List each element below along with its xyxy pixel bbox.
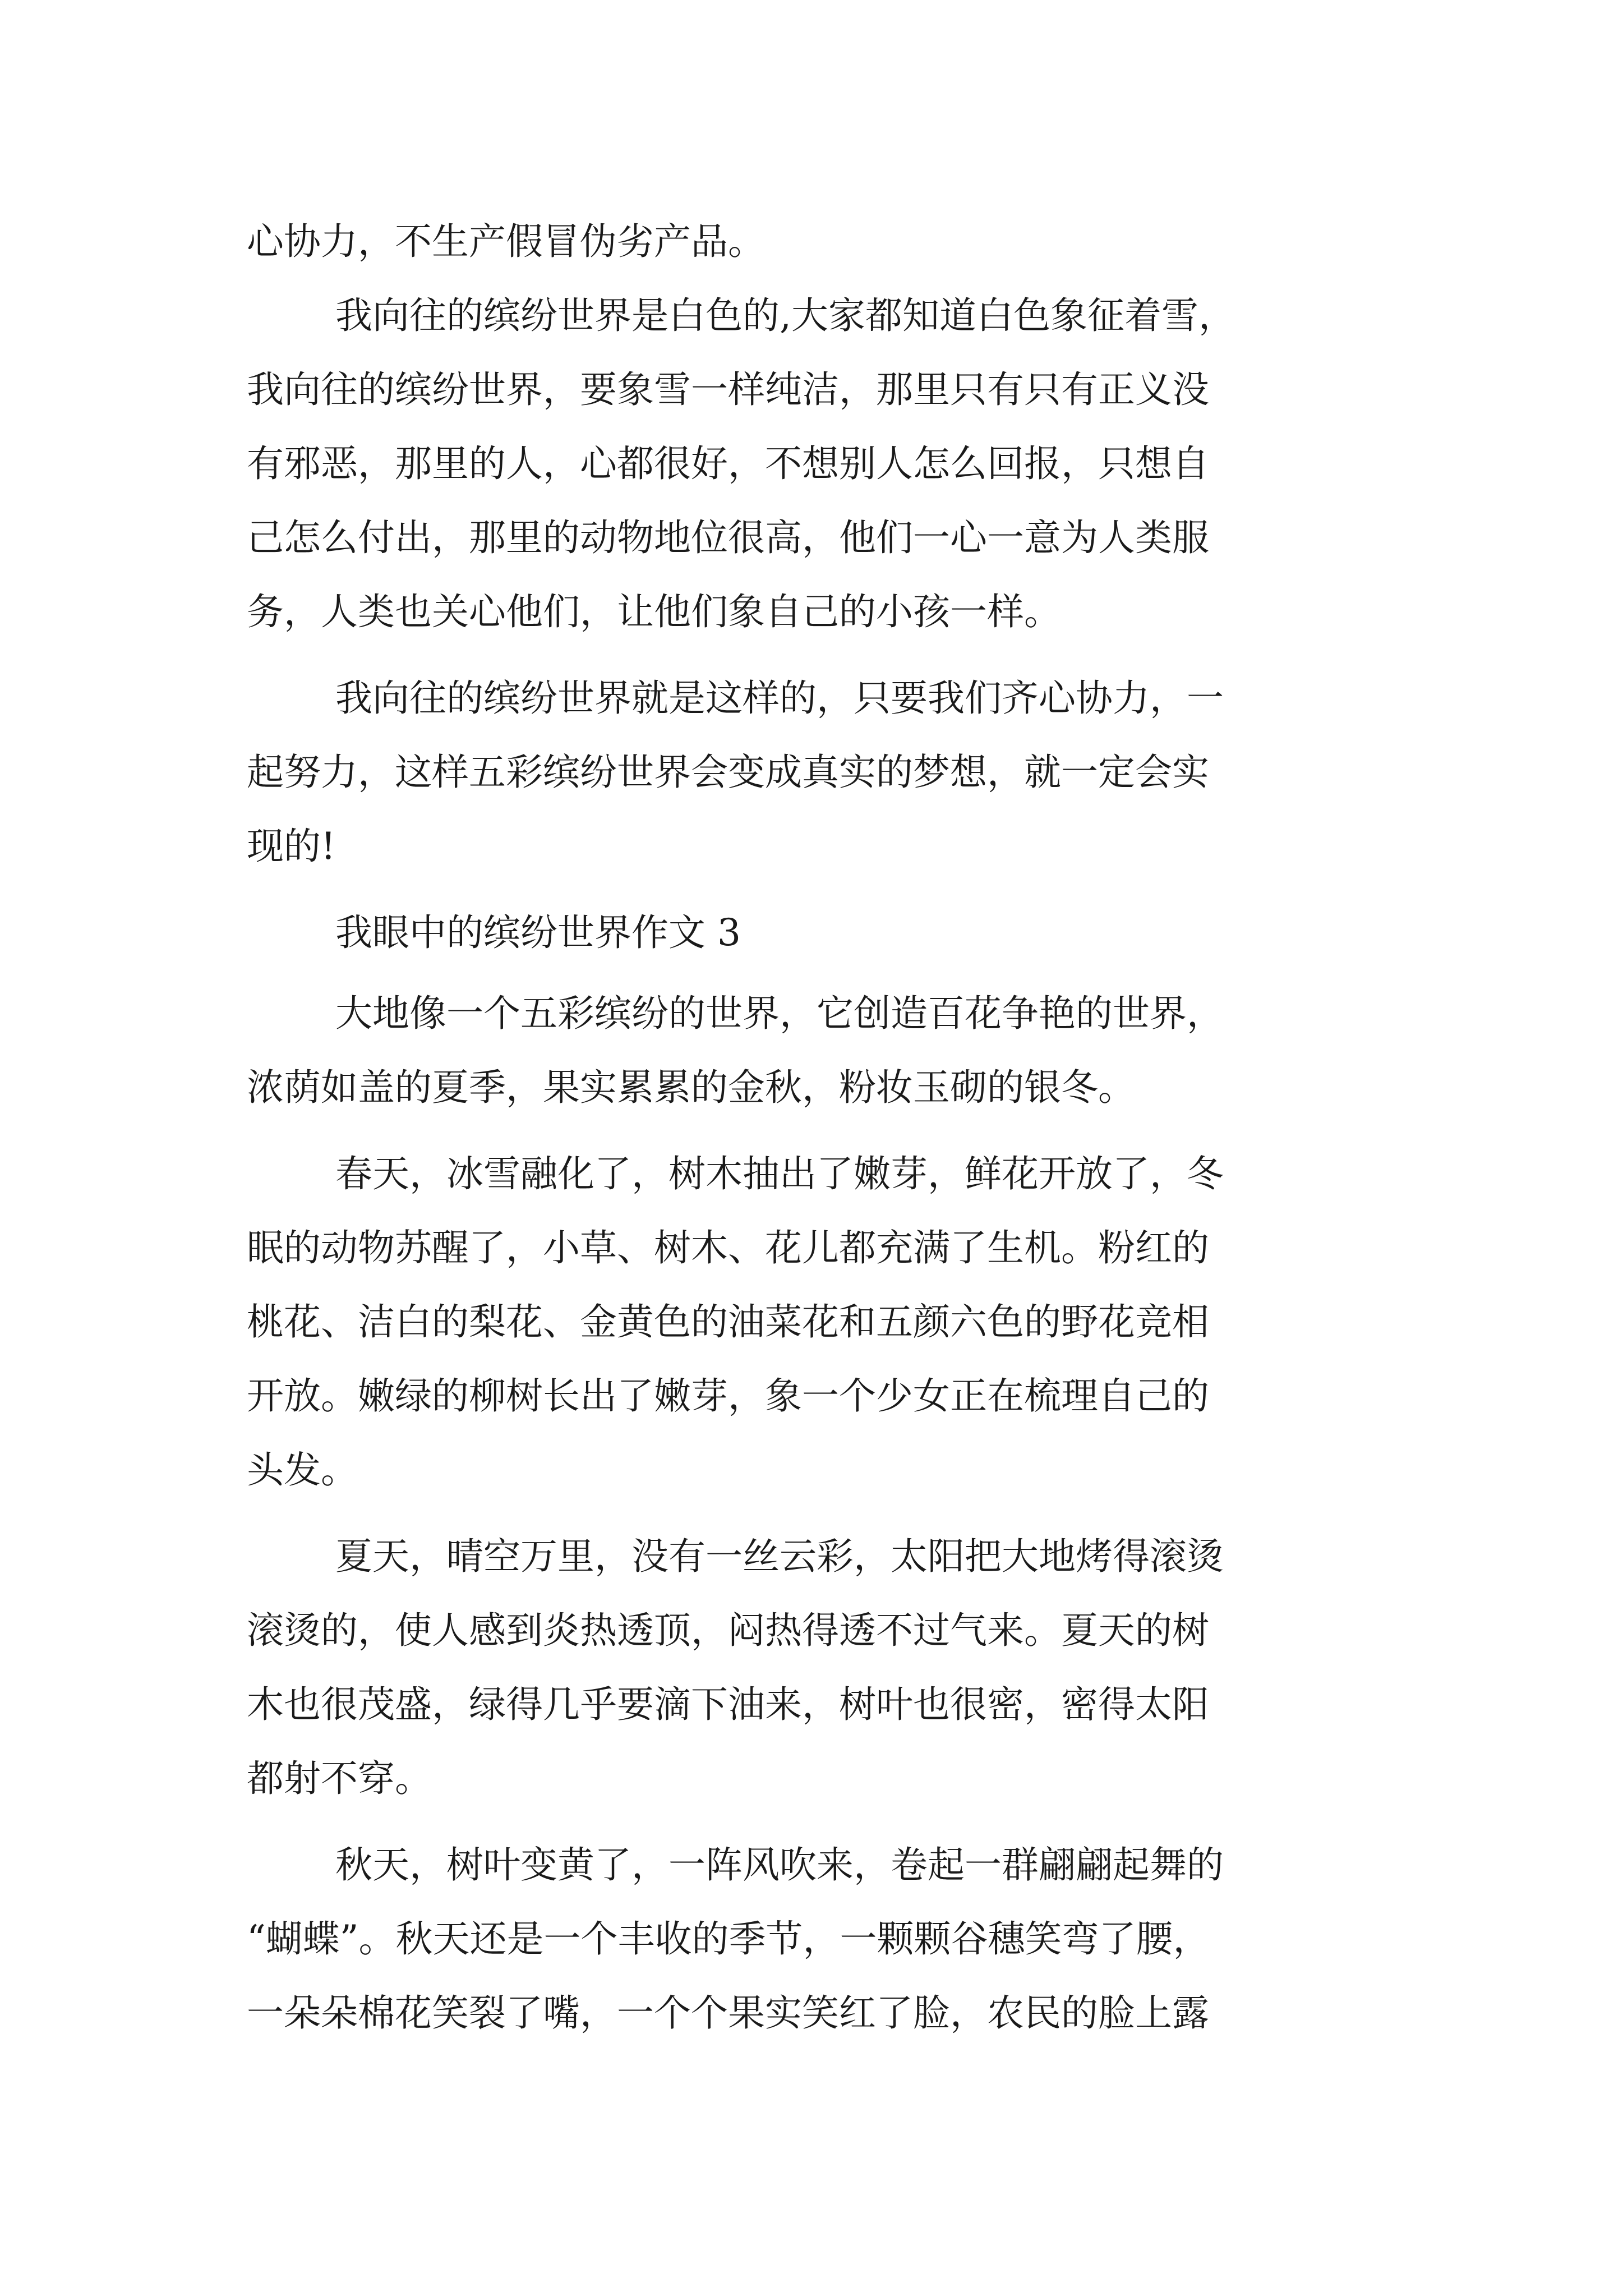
text-line: 我向往的缤纷世界就是这样的，只要我们齐心协力，一 — [335, 677, 1224, 720]
text-line: 夏天，晴空万里，没有一丝云彩，太阳把大地烤得滚烫 — [335, 1535, 1224, 1578]
text-line: 春天，冰雪融化了，树木抽出了嫩芽，鲜花开放了，冬 — [335, 1152, 1224, 1195]
section-heading: 我眼中的缤纷世界作文 3 — [335, 911, 741, 954]
text-line: 务，人类也关心他们，让他们象自己的小孩一样。 — [247, 590, 1061, 633]
text-line: 己怎么付出，那里的动物地位很高，他们一心一意为人类服 — [247, 516, 1209, 559]
text-line: 桃花、洁白的梨花、金黄色的油菜花和五颜六色的野花竞相 — [247, 1300, 1209, 1343]
text-line: 都射不穿。 — [247, 1757, 432, 1800]
text-line: 现的! — [247, 825, 336, 868]
text-line: 我向往的缤纷世界，要象雪一样纯洁，那里只有只有正义没 — [247, 368, 1209, 411]
text-line: 秋天，树叶变黄了，一阵风吹来，卷起一群翩翩起舞的 — [335, 1843, 1224, 1887]
text-line: 起努力，这样五彩缤纷世界会变成真实的梦想，就一定会实 — [247, 751, 1209, 794]
text-line: 浓荫如盖的夏季，果实累累的金秋，粉妆玉砌的银冬。 — [247, 1066, 1135, 1109]
text-line: 心协力，不生产假冒伪劣产品。 — [247, 220, 765, 263]
text-line: 我向往的缤纷世界是白色的,大家都知道白色象征着雪， — [335, 294, 1235, 337]
text-line: 滚烫的，使人感到炎热透顶，闷热得透不过气来。夏天的树 — [247, 1609, 1209, 1652]
text-line: 一朵朵棉花笑裂了嘴，一个个果实笑红了脸，农民的脸上露 — [247, 1991, 1209, 2035]
text-line: 大地像一个五彩缤纷的世界，它创造百花争艳的世界， — [335, 992, 1224, 1035]
text-line: 头发。 — [247, 1448, 358, 1492]
text-line: 开放。嫩绿的柳树长出了嫩芽，象一个少女正在梳理自己的 — [247, 1374, 1209, 1418]
text-line: 有邪恶，那里的人，心都很好，不想别人怎么回报，只想自 — [247, 442, 1209, 485]
text-line: 木也很茂盛，绿得几乎要滴下油来，树叶也很密，密得太阳 — [247, 1683, 1209, 1726]
text-line: “蝴蝶”。秋天还是一个丰收的季节，一颗颗谷穗笑弯了腰， — [247, 1917, 1210, 1961]
text-line: 眠的动物苏醒了，小草、树木、花儿都充满了生机。粉红的 — [247, 1226, 1209, 1269]
